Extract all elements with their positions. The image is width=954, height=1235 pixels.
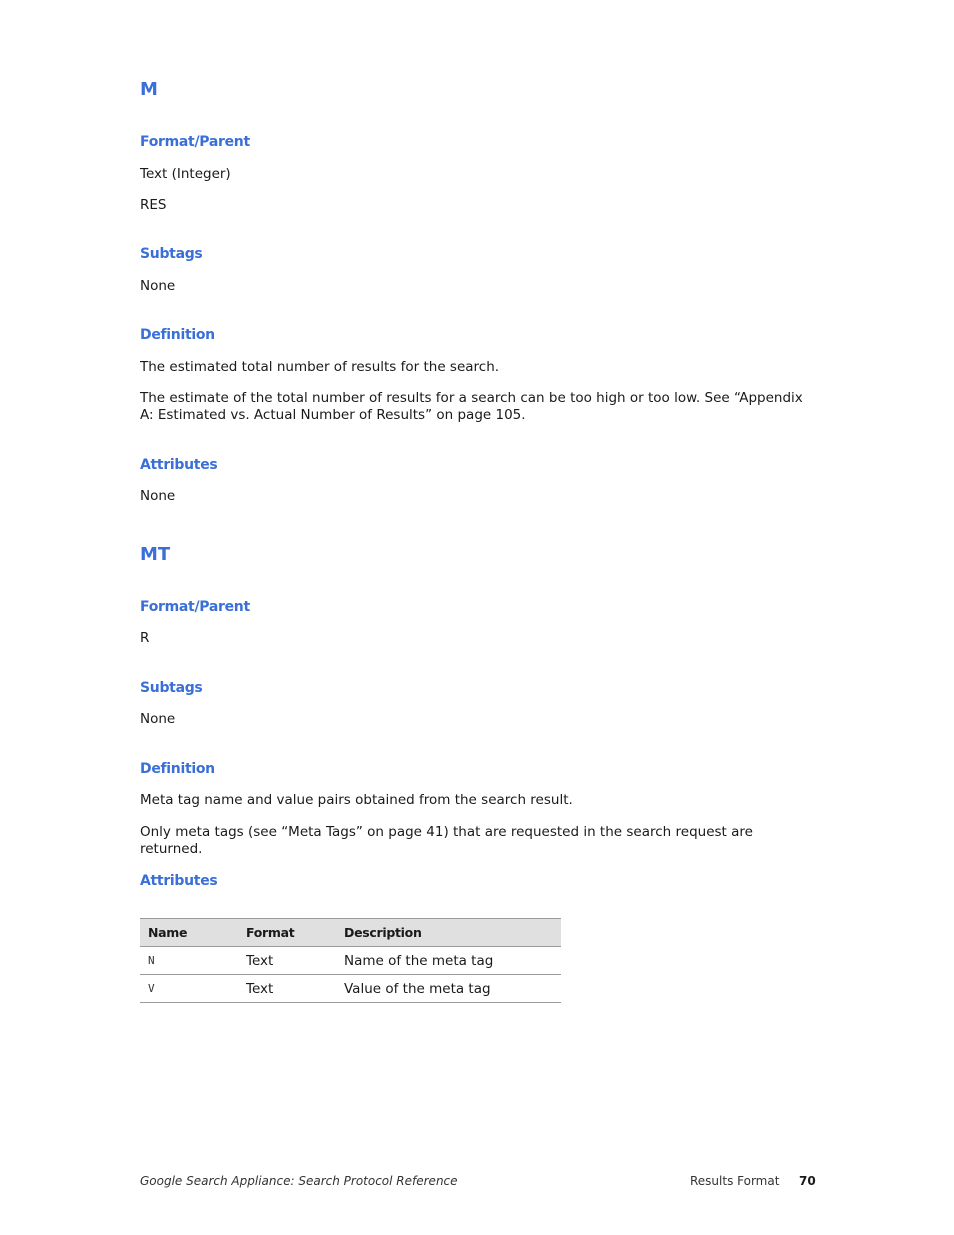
subtags-heading: Subtags: [140, 680, 203, 696]
attributes-heading: Attributes: [140, 457, 218, 473]
section-title-m: M: [140, 79, 158, 100]
column-header-name: Name: [140, 919, 238, 947]
column-header-description: Description: [336, 919, 561, 947]
subtags-value: None: [140, 711, 176, 727]
attribute-format: Text: [238, 975, 336, 1003]
definition-paragraph: Only meta tags (see “Meta Tags” on page 41) that are requested in the search request are returned.: [140, 824, 753, 857]
format-parent-heading: Format/Parent: [140, 134, 250, 150]
column-header-format: Format: [238, 919, 336, 947]
table-row: [140, 947, 561, 975]
attributes-table: [140, 918, 561, 1003]
attribute-name: V: [140, 975, 238, 1003]
parent-value: RES: [140, 197, 167, 213]
footer-chapter: Results Format: [690, 1174, 780, 1188]
definition-paragraph: Meta tag name and value pairs obtained from the search result.: [140, 792, 573, 808]
attributes-value: None: [140, 488, 176, 504]
definition-heading: Definition: [140, 327, 215, 343]
attributes-heading: Attributes: [140, 873, 218, 889]
table-row: [140, 975, 561, 1003]
attribute-format: Text: [238, 947, 336, 975]
parent-value: R: [140, 630, 150, 646]
format-parent-heading: Format/Parent: [140, 599, 250, 615]
attribute-description: Name of the meta tag: [336, 947, 561, 975]
table-header-row: [140, 919, 561, 947]
format-value: Text (Integer): [140, 166, 231, 182]
footer-page-number: 70: [799, 1174, 816, 1188]
subtags-value: None: [140, 278, 176, 294]
attribute-name: N: [140, 947, 238, 975]
footer-document-title: Google Search Appliance: Search Protocol Reference: [140, 1174, 458, 1188]
section-title-mt: MT: [140, 544, 171, 565]
definition-heading: Definition: [140, 761, 215, 777]
attribute-description: Value of the meta tag: [336, 975, 561, 1003]
definition-paragraph: The estimate of the total number of results for a search can be too high or too low. See “Appendix A: Estimated vs. Actual Number of Results” on page 105.: [140, 390, 803, 423]
definition-paragraph: The estimated total number of results for the search.: [140, 359, 500, 375]
subtags-heading: Subtags: [140, 246, 203, 262]
